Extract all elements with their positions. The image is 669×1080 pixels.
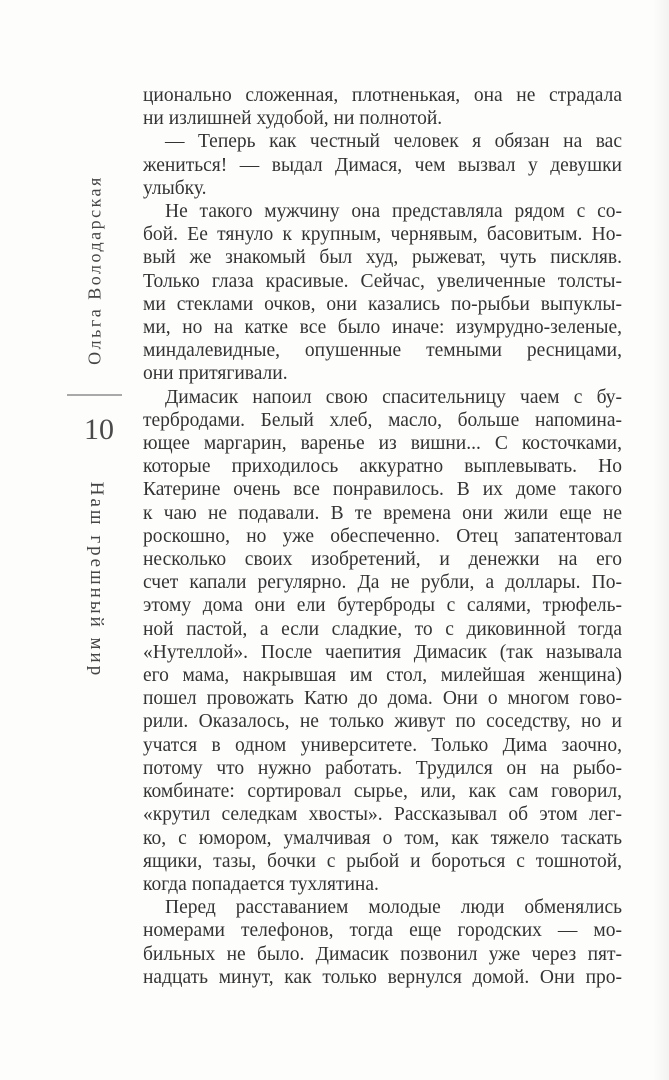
- text-line: надцать минут, как только вернулся домой. Они про-: [143, 966, 622, 988]
- text-line: тербродами. Белый хлеб, масло, больше напомина-: [143, 409, 622, 431]
- running-head-title: Наш грешный мир: [86, 481, 107, 679]
- text-line: ционально сложенная, плотненькая, она не страдала: [143, 85, 622, 106]
- text-line: ящики, тазы, бочки с рыбой и бороться с тошнотой,: [143, 850, 622, 872]
- text-line: когда попадается тухлятина.: [143, 873, 379, 895]
- text-line: вый же знакомый был худ, рыжеват, чуть пискляв.: [143, 247, 622, 269]
- text-line: ми стеклами очков, они казались по-рыбьи выпуклы-: [143, 293, 622, 315]
- text-line: ко, с юмором, умалчивая о том, как тяжело таскать: [143, 827, 622, 849]
- paragraph: [143, 386, 622, 896]
- text-line: улыбку.: [143, 177, 207, 199]
- text-line: Не такого мужчину она представляла рядом с со-: [165, 201, 622, 223]
- text-line: ной пастой, а если сладкие, то с диковинной тогда: [143, 618, 622, 640]
- running-head-author: Ольга Володарская: [84, 175, 105, 365]
- text-line: они притягивали.: [143, 363, 288, 385]
- text-line: роскошно, но уже обеспеченно. Отец запатентовал: [143, 525, 622, 547]
- page-number: 10: [84, 413, 114, 446]
- text-line: потому что нужно работать. Трудился он на рыбо-: [143, 757, 622, 779]
- text-line: учатся в одном университете. Только Дима заочно,: [143, 734, 622, 756]
- text-line: «крутил селедкам хвосты». Рассказывал об этом лег-: [143, 804, 622, 826]
- text-line: комбинате: сортировал сырье, или, как сам говорил,: [143, 781, 622, 803]
- text-line: жениться! — выдал Димася, чем вызвал у девушки: [143, 154, 622, 176]
- text-line: несколько своих изобретений, и денежки на его: [143, 549, 622, 571]
- text-line: Катерине очень все понравилось. В их доме такого: [143, 479, 622, 501]
- paragraph: [143, 130, 622, 200]
- text-line: «Нутеллой». После чаепития Димасик (так называла: [143, 641, 622, 663]
- text-line: Только глаза красивые. Сейчас, увеличенные толсты-: [143, 270, 622, 292]
- text-line: — Теперь как честный человек я обязан на вас: [165, 131, 622, 153]
- paragraph: [143, 896, 622, 989]
- text-line: ни излишней худобой, ни полнотой.: [143, 108, 443, 130]
- text-line: Перед расставанием молодые люди обменялись: [165, 897, 622, 919]
- paragraph: [143, 200, 622, 386]
- text-line: миндалевидные, опушенные темными ресницами,: [143, 340, 622, 362]
- folio-rule: [67, 394, 122, 396]
- text-line: счет капали регулярно. Да не рубли, а доллары. По-: [143, 572, 622, 594]
- text-line: Димасик напоил свою спасительницу чаем с бу-: [165, 386, 622, 408]
- text-line: пошел провожать Катю до дома. Они о многом гово-: [143, 688, 622, 710]
- text-line: к чаю не подавали. В те времена они жили еще не: [143, 502, 622, 524]
- text-line: бильных не было. Димасик позвонил уже через пят-: [143, 943, 622, 965]
- text-line: номерами телефонов, тогда еще городских — мо-: [143, 920, 622, 942]
- text-line: ми, но на катке все было иначе: изумрудно-зеленые,: [143, 317, 622, 339]
- body-text: [143, 84, 622, 989]
- text-line: рили. Оказалось, не только живут по соседству, но и: [143, 711, 622, 733]
- text-line: этому дома они ели бутерброды с салями, трюфель-: [143, 595, 622, 617]
- paragraph: [143, 84, 622, 130]
- text-line: бой. Ее тянуло к крупным, чернявым, басовитым. Но-: [143, 224, 622, 246]
- text-line: его мама, накрывшая им стол, милейшая женщина): [143, 665, 622, 687]
- page-edge-shadow: [653, 0, 669, 1080]
- text-line: которые приходилось аккуратно выплевывать. Но: [143, 456, 622, 478]
- text-line: ющее маргарин, варенье из вишни... С косточками,: [143, 433, 622, 455]
